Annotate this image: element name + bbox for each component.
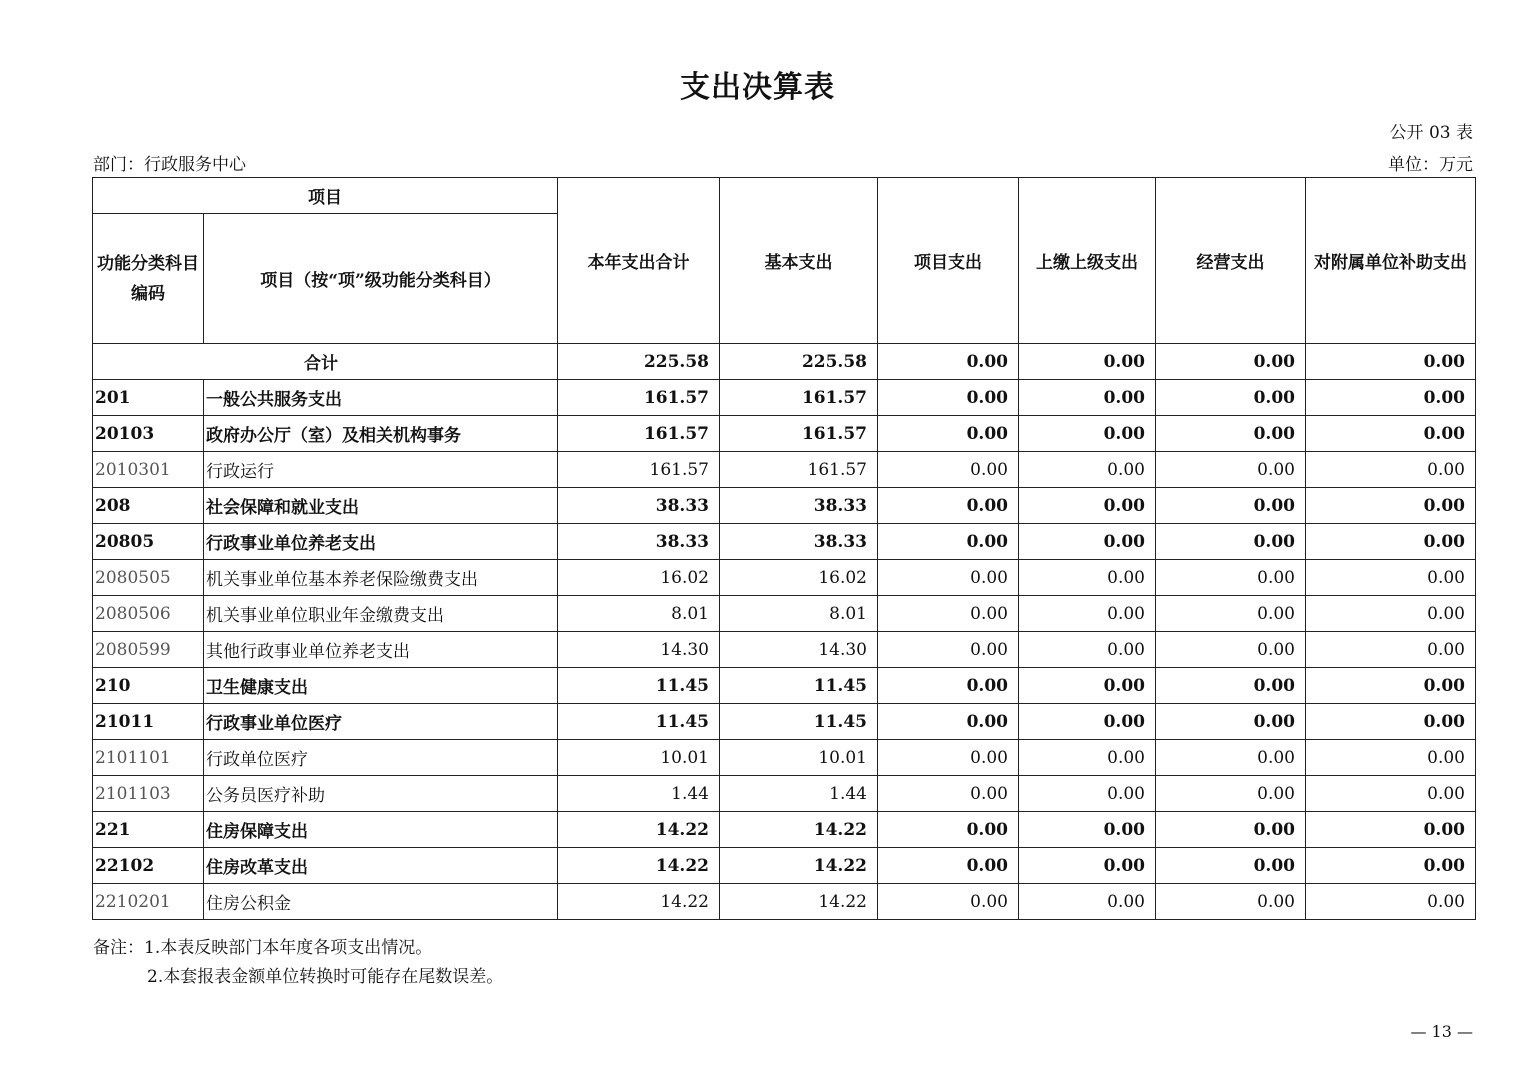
row-value: 0.00 [1019,704,1156,740]
row-value: 0.00 [878,452,1019,488]
table-row [93,668,1476,704]
header-code: 功能分类科目编码 [93,214,204,344]
header-subsidy: 对附属单位补助支出 [1306,178,1476,344]
row-value: 14.22 [558,884,720,920]
table-row [93,524,1476,560]
department-label: 部门：行政服务中心 [93,155,246,175]
row-value: 0.00 [1306,596,1476,632]
row-value: 10.01 [720,740,878,776]
total-row [93,344,1476,380]
row-code: 2210201 [93,884,204,920]
row-value: 0.00 [878,632,1019,668]
row-code: 201 [93,380,204,416]
table-row [93,452,1476,488]
row-value: 38.33 [720,488,878,524]
row-value: 0.00 [878,416,1019,452]
row-value: 0.00 [1156,596,1306,632]
header-project: 项目支出 [878,178,1019,344]
table-row [93,884,1476,920]
table-row [93,740,1476,776]
total-value: 0.00 [878,344,1019,380]
page-number: — 13 — [1410,1022,1473,1041]
total-value: 0.00 [1156,344,1306,380]
row-name: 住房改革支出 [204,848,558,884]
row-value: 0.00 [1306,884,1476,920]
note-1: 备注：1.本表反映部门本年度各项支出情况。 [93,938,433,958]
row-value: 0.00 [1019,524,1156,560]
row-value: 38.33 [558,488,720,524]
total-value: 0.00 [1019,344,1156,380]
row-value: 0.00 [1306,668,1476,704]
row-value: 0.00 [1306,632,1476,668]
row-code: 2101103 [93,776,204,812]
note-2: 2.本套报表金额单位转换时可能存在尾数误差。 [147,967,504,987]
table-row [93,848,1476,884]
row-value: 0.00 [1156,632,1306,668]
row-value: 14.22 [720,848,878,884]
row-name: 住房保障支出 [204,812,558,848]
table-row [93,776,1476,812]
row-name: 行政事业单位养老支出 [204,524,558,560]
row-code: 2080505 [93,560,204,596]
header-name: 项目（按“项”级功能分类科目） [204,214,558,344]
unit-label: 单位：万元 [1388,155,1473,175]
row-value: 0.00 [1019,380,1156,416]
row-value: 0.00 [1019,884,1156,920]
row-name: 行政事业单位医疗 [204,704,558,740]
table-row [93,560,1476,596]
row-value: 0.00 [1019,632,1156,668]
row-value: 0.00 [1306,776,1476,812]
row-value: 11.45 [558,668,720,704]
row-value: 0.00 [1306,812,1476,848]
row-value: 0.00 [878,488,1019,524]
row-value: 0.00 [1156,452,1306,488]
row-value: 0.00 [1156,524,1306,560]
row-name: 机关事业单位职业年金缴费支出 [204,596,558,632]
row-value: 161.57 [720,416,878,452]
row-value: 0.00 [1156,884,1306,920]
row-name: 社会保障和就业支出 [204,488,558,524]
row-value: 161.57 [558,452,720,488]
page-title: 支出决算表 [680,70,835,105]
row-value: 0.00 [878,812,1019,848]
header-business: 经营支出 [1156,178,1306,344]
row-value: 0.00 [1156,668,1306,704]
table-row [93,596,1476,632]
row-name: 行政运行 [204,452,558,488]
row-value: 14.30 [720,632,878,668]
row-value: 16.02 [720,560,878,596]
row-value: 0.00 [1306,740,1476,776]
expenditure-table [92,177,1476,920]
row-value: 38.33 [558,524,720,560]
row-value: 0.00 [1019,560,1156,596]
row-value: 0.00 [1019,452,1156,488]
row-value: 161.57 [720,380,878,416]
row-name: 其他行政事业单位养老支出 [204,632,558,668]
row-value: 14.30 [558,632,720,668]
row-value: 1.44 [558,776,720,812]
header-upper: 上缴上级支出 [1019,178,1156,344]
row-value: 0.00 [1306,848,1476,884]
row-value: 0.00 [1156,488,1306,524]
row-value: 0.00 [878,704,1019,740]
row-value: 0.00 [1306,524,1476,560]
row-value: 14.22 [558,812,720,848]
row-value: 0.00 [1306,704,1476,740]
row-name: 机关事业单位基本养老保险缴费支出 [204,560,558,596]
row-value: 14.22 [558,848,720,884]
row-value: 0.00 [878,524,1019,560]
row-value: 0.00 [1019,848,1156,884]
row-name: 住房公积金 [204,884,558,920]
row-value: 0.00 [1019,596,1156,632]
table-row [93,632,1476,668]
row-code: 20805 [93,524,204,560]
table-row [93,416,1476,452]
row-value: 0.00 [1306,380,1476,416]
row-value: 0.00 [1156,416,1306,452]
total-value: 225.58 [558,344,720,380]
header-item: 项目 [93,178,558,214]
row-value: 0.00 [1019,668,1156,704]
row-value: 161.57 [720,452,878,488]
row-name: 行政单位医疗 [204,740,558,776]
row-value: 0.00 [1156,380,1306,416]
row-code: 22102 [93,848,204,884]
row-value: 14.22 [720,812,878,848]
total-value: 0.00 [1306,344,1476,380]
row-value: 0.00 [1306,452,1476,488]
row-name: 卫生健康支出 [204,668,558,704]
row-code: 2080506 [93,596,204,632]
header-basic: 基本支出 [720,178,878,344]
row-value: 0.00 [878,884,1019,920]
row-value: 14.22 [720,884,878,920]
row-value: 0.00 [1019,740,1156,776]
row-value: 0.00 [878,776,1019,812]
row-value: 0.00 [878,596,1019,632]
row-value: 0.00 [1019,812,1156,848]
table-row [93,488,1476,524]
row-value: 0.00 [1306,560,1476,596]
row-code: 210 [93,668,204,704]
row-name: 公务员医疗补助 [204,776,558,812]
row-value: 0.00 [1019,416,1156,452]
table-row [93,812,1476,848]
row-code: 221 [93,812,204,848]
row-value: 0.00 [878,380,1019,416]
row-value: 0.00 [1156,560,1306,596]
row-value: 161.57 [558,380,720,416]
row-value: 1.44 [720,776,878,812]
row-value: 0.00 [1156,776,1306,812]
row-code: 2080599 [93,632,204,668]
row-code: 2101101 [93,740,204,776]
table-row [93,380,1476,416]
row-code: 208 [93,488,204,524]
row-value: 0.00 [1306,416,1476,452]
row-code: 2010301 [93,452,204,488]
row-name: 一般公共服务支出 [204,380,558,416]
row-value: 0.00 [1306,488,1476,524]
row-value: 0.00 [1156,848,1306,884]
row-value: 0.00 [1019,776,1156,812]
row-value: 16.02 [558,560,720,596]
row-value: 8.01 [558,596,720,632]
total-label: 合计 [93,344,558,380]
row-value: 0.00 [1019,488,1156,524]
row-value: 38.33 [720,524,878,560]
row-value: 0.00 [878,848,1019,884]
row-value: 161.57 [558,416,720,452]
row-value: 0.00 [878,740,1019,776]
row-code: 20103 [93,416,204,452]
total-value: 225.58 [720,344,878,380]
row-value: 8.01 [720,596,878,632]
row-value: 11.45 [720,704,878,740]
row-value: 0.00 [1156,812,1306,848]
row-value: 0.00 [1156,740,1306,776]
row-value: 0.00 [1156,704,1306,740]
form-number: 公开 03 表 [1389,123,1473,143]
row-code: 21011 [93,704,204,740]
row-value: 11.45 [558,704,720,740]
row-value: 0.00 [878,560,1019,596]
row-value: 0.00 [878,668,1019,704]
header-total: 本年支出合计 [558,178,720,344]
row-name: 政府办公厅（室）及相关机构事务 [204,416,558,452]
row-value: 11.45 [720,668,878,704]
table-row [93,704,1476,740]
row-value: 10.01 [558,740,720,776]
